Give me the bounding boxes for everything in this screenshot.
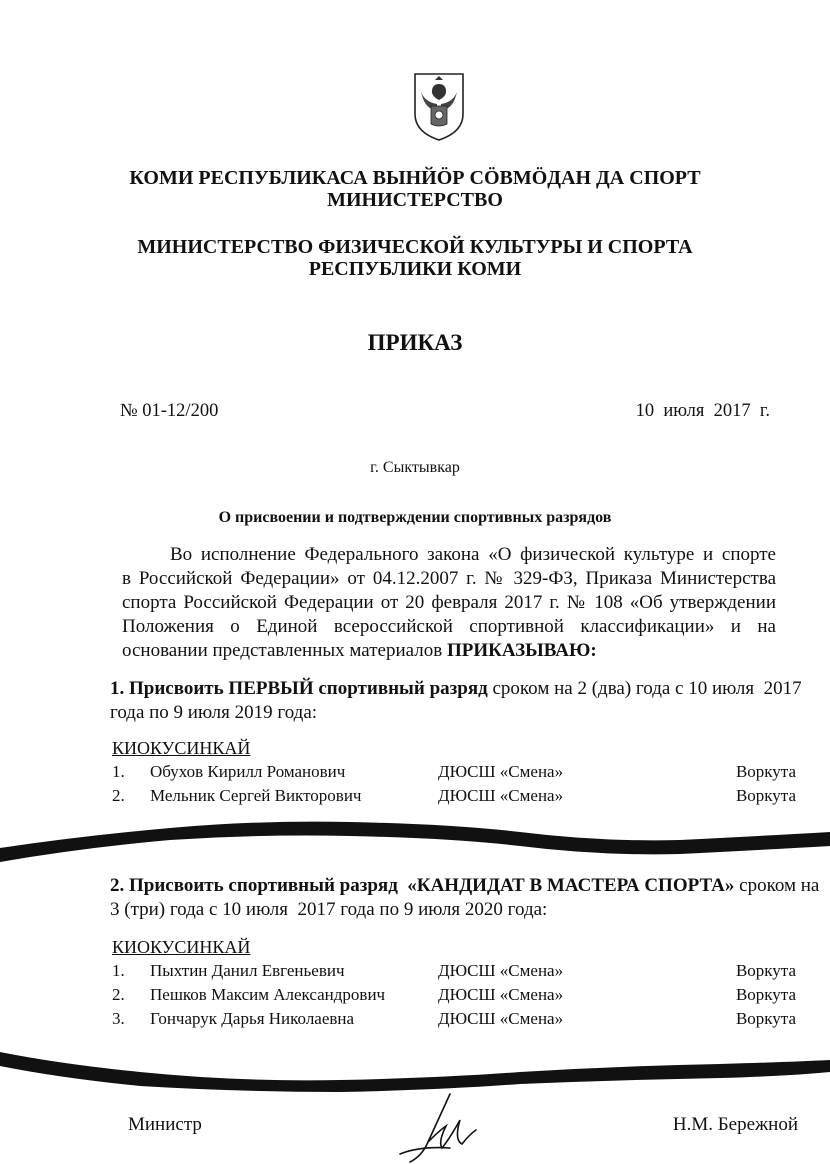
section-1-sport: КИОКУСИНКАЙ — [112, 738, 251, 758]
preamble-line: спорта Российской Федерации от 20 февраля 2017 г. № 108 «Об утверждении — [122, 592, 776, 613]
table-row: 2. Мельник Сергей Викторович ДЮСШ «Смена» Воркута — [112, 786, 796, 805]
city-label: г. Сыктывкар — [370, 459, 460, 476]
preamble-line: в Российской Федерации» от 04.12.2007 г. № 329-ФЗ, Приказа Министерства — [122, 568, 776, 589]
org-name-komi-line1: КОМИ РЕСПУБЛИКАСА ВЫНЙÖР СÖВМÖДАН ДА СПОРТ — [129, 167, 701, 189]
section-2-heading: 2. Присвоить спортивный разряд «КАНДИДАТ В МАСТЕРА СПОРТА» — [110, 875, 735, 896]
doc-type-title: ПРИКАЗ — [367, 330, 463, 355]
handwritten-signature-icon — [380, 1090, 490, 1164]
order-number: № 01-12/200 — [120, 401, 219, 421]
table-row: 2. Пешков Максим Александрович ДЮСШ «Смена» Воркута — [112, 985, 796, 1004]
preamble-last-line: основании представленных материалов ПРИКАЗЫВАЮ: — [122, 640, 597, 661]
signatory-name: Н.М. Бережной — [672, 1114, 798, 1135]
order-date: 10 июля 2017 г. — [635, 401, 770, 421]
torn-edge-divider — [0, 806, 830, 866]
table-row: 1. Пыхтин Данил Евгеньевич ДЮСШ «Смена» Воркута — [112, 961, 796, 980]
org-name-ru-line2: РЕСПУБЛИКИ КОМИ — [308, 258, 522, 280]
coat-of-arms-icon — [413, 70, 465, 142]
signatory-title: Министр — [128, 1114, 202, 1135]
torn-edge-divider — [0, 1034, 830, 1094]
order-keyword: ПРИКАЗЫВАЮ: — [446, 640, 597, 661]
table-row: 3. Гончарук Дарья Николаевна ДЮСШ «Смена» Воркута — [112, 1009, 796, 1028]
org-name-ru-line1: МИНИСТЕРСТВО ФИЗИЧЕСКОЙ КУЛЬТУРЫ И СПОРТА — [137, 236, 693, 258]
preamble-paragraph — [122, 543, 776, 663]
section-2-text: 2. Присвоить спортивный разряд «КАНДИДАТ В МАСТЕРА СПОРТА» сроком на 3 (три) года с 10 июля 2017 года по 9 июля 2020 года: — [110, 875, 820, 920]
subject-heading: О присвоении и подтверждении спортивных разрядов — [218, 509, 612, 526]
section-1-text: 1. Присвоить ПЕРВЫЙ спортивный разряд сроком на 2 (два) года с 10 июля 2017 года по 9 июля 2019 года: — [110, 678, 802, 723]
preamble-line: Положения о Единой всероссийской спортивной классификации» и на — [122, 616, 776, 637]
section-1-heading: 1. Присвоить ПЕРВЫЙ спортивный разряд — [110, 678, 488, 699]
org-name-komi-line2: МИНИСТЕРСТВО — [327, 189, 503, 211]
preamble-line: Во исполнение Федерального закона «О физической культуре и спорте — [170, 544, 776, 565]
section-2-sport: КИОКУСИНКАЙ — [112, 937, 251, 957]
table-row: 1. Обухов Кирилл Романович ДЮСШ «Смена» Воркута — [112, 762, 796, 781]
